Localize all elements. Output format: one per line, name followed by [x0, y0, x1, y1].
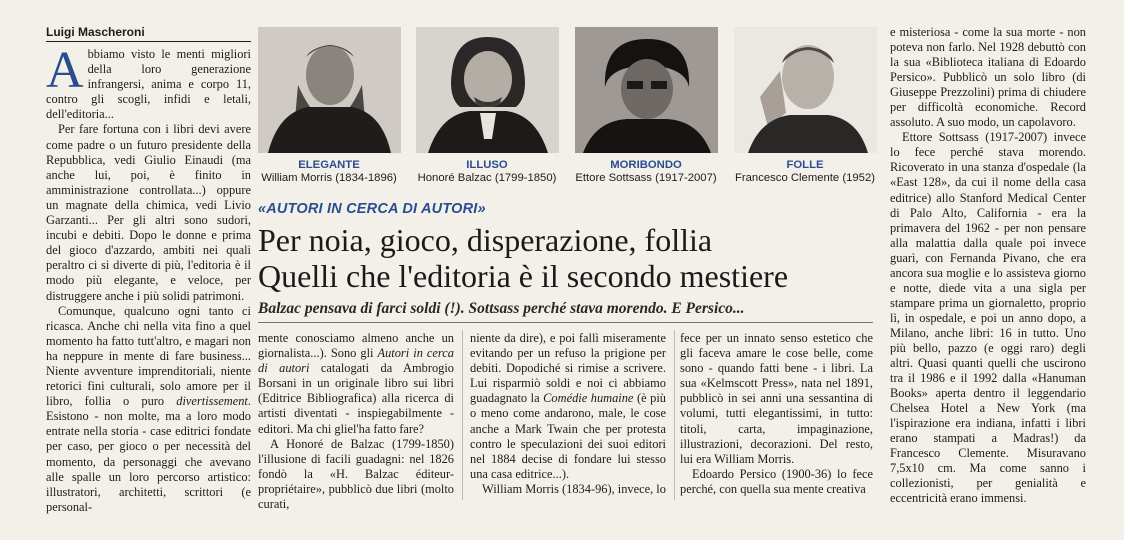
paragraph [470, 331, 666, 482]
portrait-photo-morris [258, 27, 401, 153]
intro-text: bbiamo visto le menti migliori della loro generazione infrangersi, anima e corpo 11, contro gli scogli, infidi e letali, dell'editoria... [46, 47, 251, 122]
italic-title: Comédie humaine [543, 391, 634, 406]
italic-term: divertissement [176, 394, 248, 409]
paragraph: William Morris (1834-96), invece, lo [482, 481, 666, 496]
author-byline: Luigi Mascheroni [46, 25, 251, 42]
caption-morris [250, 159, 408, 185]
paragraph: A Honoré de Balzac (1799-1850) l'illusione di facili guadagni: nel 1826 fondò la «H. Balzac éditeur-propriétaire», pubblicò due libri (molto curati, [258, 436, 454, 512]
paragraph-text: mente conosciamo almeno anche un giornalista...). Sono gli [258, 331, 454, 361]
portrait-photo-balzac [416, 27, 559, 153]
caption-name: William Morris (1834-1896) [261, 172, 397, 184]
article-column-4 [680, 331, 873, 497]
paragraph-text: Comunque, qualcuno ogni tanto ci ricasca. Anche chi nella vita fino a quel momento ha fatto tutt'altro, e magari non ha neppure in mente di fare business... Niente avventure imprenditoriali, niente retorici fini culturali, solo amore per il libro, follia o puro [46, 303, 251, 409]
caption-sottsass [567, 159, 725, 185]
caption-name: Honoré Balzac (1799-1850) [417, 172, 557, 184]
caption-balzac [408, 159, 566, 185]
paragraph: Ettore Sottsass (1917-2007) invece lo fece perché stava morendo. Ricoverato in una stanza d'ospedale (la «East 128», da cui il nome della casa editrice) allo Stanford Medical Center di Palo Alto, California - era la primavera del 1962 - per non pensare alla malattia dalla quale poi invece guarì, con Fernanda Pivano, che era ancora sua moglie e lo assisteva giorno e notte, diede vita a una sigla per stampare prima un giornaletto, proprio lì, in ospedale, e poi un anno dopo, a Milano, anche libri: 16 in tutto. Uno più bello, pazzo (e oggi raro) degli altri. Quasi quanti quelli che uscirono tra il 1986 e il 1992 dalla «Hanuman Books» aperta dentro il leggendario Chelsea Hotel a New York (ma l'ispirazione era indiana, infatti i libri erano stampati a Madras!) da Francesco Clemente. Misuravano 7,5x10 cm. Ma come sanno i collezionisti, per genialità e eccentricità erano immensi. [890, 130, 1086, 506]
article-column-2 [258, 331, 454, 512]
portrait-photo-clemente [734, 27, 877, 153]
caption-tag: FOLLE [786, 159, 824, 171]
paragraph: fece per un innato senso estetico che gli faceva amare le cose belle, come sono - quando fatti bene - i libri. La sua «Kelmscott Press», nata nel 1891, pubblicò in sei anni una sessantina di volumi, tutti elegantissimi, in tutto: titoli, carta, impaginazione, illustrazioni, decorazioni. Del resto, lui era William Morris. [680, 331, 873, 466]
paragraph-text: catalogati da Ambrogio Borsani in un originale libro sui libri (Editrice Bibliografica) alla ricerca di artisti diventati - inspiegabilmente - editori. Ma chi gliel'ha fatto fare? [258, 361, 454, 436]
caption-tag: ILLUSO [466, 159, 508, 171]
intro-paragraph [46, 42, 251, 122]
paragraph: Edoardo Persico (1900-36) lo fece perché, con quella sua mente creativa [680, 466, 873, 496]
kicker: «AUTORI IN CERCA DI AUTORI» [258, 201, 486, 217]
column-rule [674, 330, 675, 500]
paragraph [258, 331, 454, 437]
paragraph: e misteriosa - come la sua morte - non poteva non farlo. Nel 1928 debuttò con la sua «Biblioteca italiana di Edoardo Persico». Pubblicò un solo libro (di Giuseppe Prezzolini) prima di chiudere per difficoltà economiche. Record assoluto. A suo modo, un capolavoro. [890, 25, 1086, 130]
caption-name: Ettore Sottsass (1917-2007) [575, 172, 717, 184]
paragraph [46, 304, 251, 515]
article-column-3 [470, 331, 666, 497]
column-rule [462, 330, 463, 500]
headline-line-2: Quelli che l'editoria è il secondo mestiere [258, 258, 789, 294]
caption-clemente [726, 159, 884, 185]
caption-name: Francesco Clemente (1952) [734, 172, 876, 184]
portrait-photo-sottsass [575, 27, 718, 153]
headline-line-1: Per noia, gioco, disperazione, follia [258, 222, 713, 258]
article-column-5 [890, 25, 1086, 507]
caption-tag: MORIBONDO [610, 159, 682, 171]
caption-tag: ELEGANTE [298, 159, 360, 171]
subtitle: Balzac pensava di farci soldi (!). Sottsass perché stava morendo. E Persico... [258, 300, 745, 317]
paragraph: Per fare fortuna con i libri devi avere come padre o un futuro presidente della Repubblica, vedi Giulio Einaudi (ma anche lui, poi, è finito in amministrazione controllata...) oppure un magnate della chimica, vedi Livio Garzanti... Per gli altri sono sudori, incubi e debiti. Dopo le donne e prima del gioco d'azzardo, ambiti nei quali peraltro ci si diverte di più, l'editoria è il modo più elegante, e veloce, per distruggere anche i più solidi patrimoni. [46, 122, 251, 303]
italic-title: Autori in cerca di autori [258, 346, 454, 376]
paragraph-text: . Esistono - non molte, ma a loro modo entrate nella storia - case editrici fondate per caso, per gioco o per necessità del momento, da personaggi che avevano alle spalle un loro percorso artistico: illustratori, architetti, scrittori (e personal- [46, 394, 251, 514]
article-column-1 [46, 42, 251, 515]
paragraph-text: (è più o meno come andarono, male, le cose anche a Mark Twain che per protesta contro le speculazioni dei suoi editori nel 1884 decise di fondare lui stesso una casa editrice...). [470, 391, 666, 481]
drop-cap: A [46, 42, 84, 99]
divider [258, 322, 873, 323]
paragraph-text: niente da dire), e poi fallì miseramente evitando per un refuso la prigione per debiti. Dopodiché si rimise a scrivere. Lui risparmiò soldi e noi ci abbiamo guadagnato la [470, 331, 666, 406]
